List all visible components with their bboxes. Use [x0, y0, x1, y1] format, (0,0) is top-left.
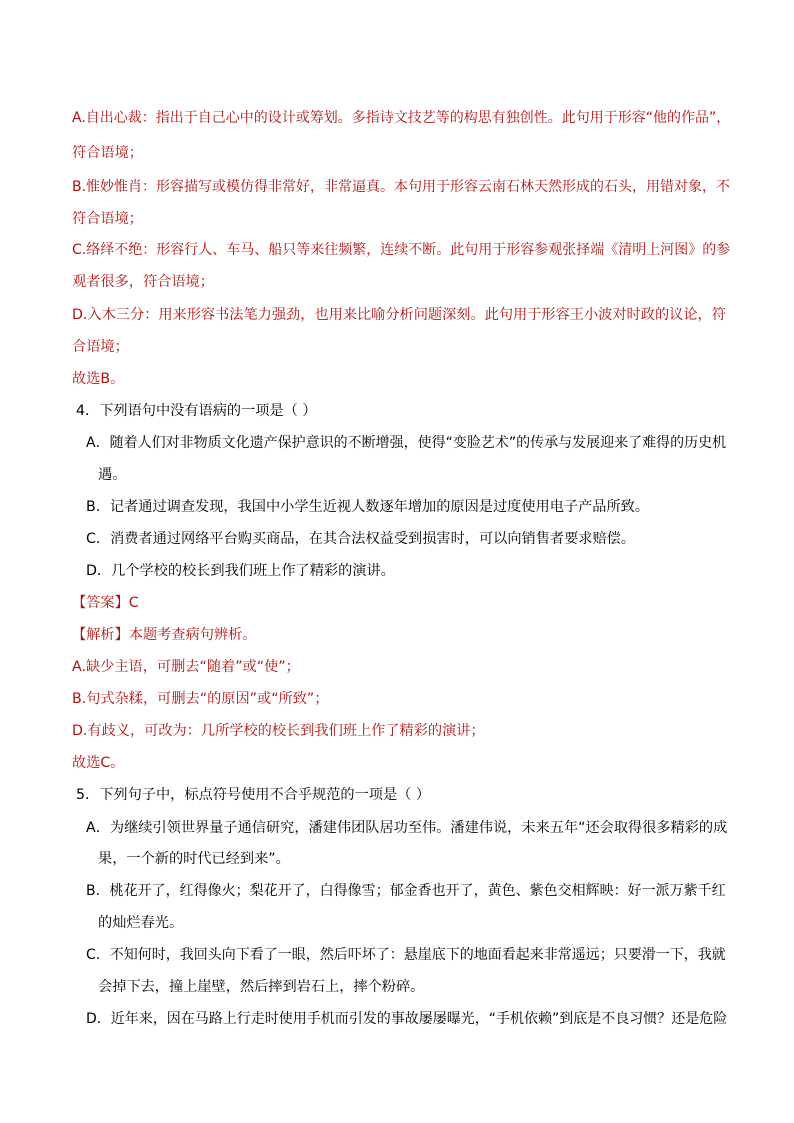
- question-5-option-a-line1: A．为继续引领世界量子通信研究，潘建伟团队居功至伟。潘建伟说，未来五年“还会取得很多精彩的成: [86, 820, 728, 836]
- question-4-option-b: B．记者通过调查发现，我国中小学生近视人数逐年增加的原因是过度使用电子产品所致。: [86, 499, 650, 515]
- question-4-option-a-line1: A．随着人们对非物质文化遗产保护意识的不断增强，使得“变脸艺术”的传承与发展迎来了难得的历史机: [86, 435, 727, 451]
- analysis-option-d-line2: 合语境；: [72, 339, 129, 355]
- question-4-answer: 【答案】C: [72, 595, 139, 611]
- question-5-option-a-line2: 果，一个新的时代已经到来”。: [98, 851, 290, 867]
- question-4-analysis-title: 【解析】本题考查病句辨析。: [72, 627, 257, 643]
- analysis-option-b-line2: 符合语境；: [72, 211, 143, 227]
- question-5-option-b-line2: 的灿烂春光。: [98, 915, 184, 931]
- question-4-stem: 4．下列语句中没有语病的一项是（ ）: [76, 403, 317, 419]
- question-5-option-c-line1: C．不知何时，我回头向下看了一眼，然后吓坏了：悬崖底下的地面看起来非常遥远；只要滑一下，我就: [86, 947, 726, 963]
- analysis-option-c-line2: 观者很多，符合语境；: [72, 274, 214, 290]
- analysis-conclusion: 故选B。: [72, 371, 125, 387]
- analysis-option-b-line1: B.惟妙惟肖：形容描写或模仿得非常好，非常逼真。本句用于形容云南石林天然形成的石头，用错对象，不: [72, 179, 731, 195]
- question-5-stem: 5．下列句子中，标点符号使用不合乎规范的一项是（ ）: [76, 787, 431, 803]
- analysis-option-a-line1: A.自出心裁：指出于自己心中的设计或筹划。多指诗文技艺等的构思有独创性。此句用于形容“他的作品”，: [72, 110, 731, 126]
- question-5-option-d-line1: D．近年来，因在马路上行走时使用手机而引发的事故屡屡曝光，“手机依赖”到底是不良习惯？还是危险: [86, 1011, 728, 1027]
- question-4-option-a-line2: 遇。: [98, 467, 127, 483]
- question-4-analysis-b: B.句式杂糅，可删去“的原因”或“所致”；: [72, 691, 329, 707]
- question-4-analysis-d: D.有歧义，可改为：几所学校的校长到我们班上作了精彩的演讲；: [72, 723, 485, 739]
- question-4-option-c: C．消费者通过网络平台购买商品，在其合法权益受到损害时，可以向销售者要求赔偿。: [86, 531, 636, 547]
- question-4-analysis-a: A.缺少主语，可删去“随着”或“使”；: [72, 659, 300, 675]
- analysis-option-c-line1: C.络绎不绝：形容行人、车马、船只等来往频繁，连续不断。此句用于形容参观张择端《清明上河图》的参: [72, 242, 731, 258]
- question-4-option-d: D．几个学校的校长到我们班上作了精彩的演讲。: [86, 563, 395, 579]
- analysis-option-a-line2: 符合语境；: [72, 145, 143, 161]
- question-5-option-c-line2: 会掉下去，撞上崖壁，然后摔到岩石上，摔个粉碎。: [98, 979, 425, 995]
- question-5-option-b-line1: B．桃花开了，红得像火；梨花开了，白得像雪；郁金香也开了，黄色、紫色交相辉映：好一派万紫千红: [86, 883, 726, 899]
- analysis-option-d-line1: D.入木三分：用来形容书法笔力强劲，也用来比喻分析问题深刻。此句用于形容王小波对时政的议论，符: [72, 307, 726, 323]
- question-4-conclusion: 故选C。: [72, 755, 125, 771]
